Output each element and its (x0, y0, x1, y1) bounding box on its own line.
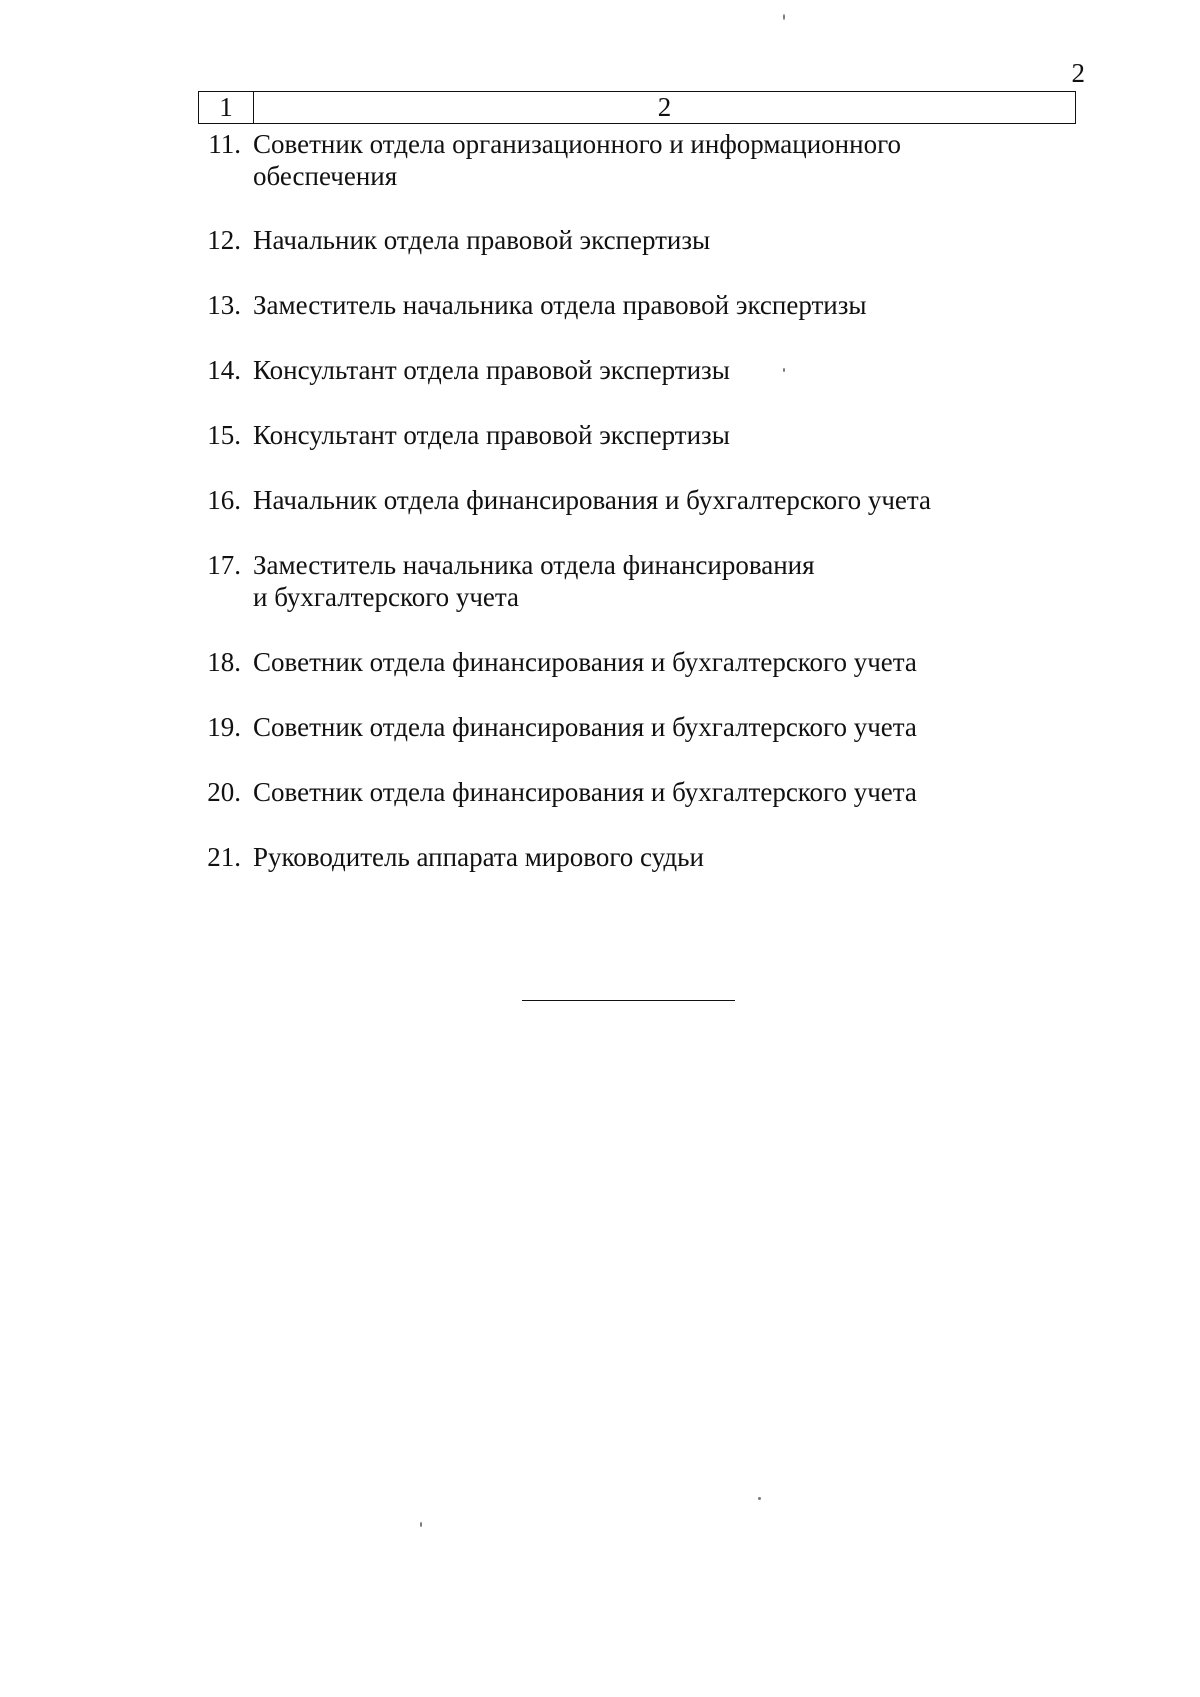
item-number: 16. (207, 485, 241, 515)
item-number: 14. (207, 355, 241, 385)
item-text: Консультант отдела правовой экспертизы (253, 355, 730, 385)
item-number: 17. (207, 550, 241, 580)
item-number: 20. (207, 777, 241, 807)
item-text: Руководитель аппарата мирового судьи (253, 842, 704, 872)
list-item (198, 354, 1098, 386)
list-item (198, 419, 1098, 451)
item-text: Начальник отдела финансирования и бухгалтерского учета (253, 485, 931, 515)
item-number: 11. (208, 129, 241, 159)
item-number: 12. (207, 225, 241, 255)
list-item (198, 289, 1098, 321)
scan-speck (758, 1497, 761, 1500)
list-item (198, 841, 1098, 873)
list-item (198, 224, 1098, 256)
item-text: Заместитель начальника отдела финансирования и бухгалтерского учета (253, 550, 815, 612)
page-number: 2 (1071, 58, 1085, 88)
list-item (198, 128, 1098, 192)
item-number: 18. (207, 647, 241, 677)
item-number: 15. (207, 420, 241, 450)
item-number: 21. (207, 842, 241, 872)
list-item (198, 711, 1098, 743)
item-number: 19. (207, 712, 241, 742)
item-number: 13. (207, 290, 241, 320)
item-text: Советник отдела финансирования и бухгалтерского учета (253, 647, 917, 677)
list-item (198, 776, 1098, 808)
list-item (198, 484, 1098, 516)
scan-speck (783, 368, 785, 372)
item-text: Советник отдела организационного и информационного обеспечения (253, 129, 901, 191)
column-header-1: 1 (199, 92, 254, 123)
column-header-2: 2 (657, 92, 672, 122)
column-header-table (198, 91, 1076, 124)
scan-speck (420, 1522, 422, 1527)
list-item (198, 646, 1098, 678)
item-text: Советник отдела финансирования и бухгалтерского учета (253, 777, 917, 807)
scan-speck (783, 14, 785, 20)
item-text: Консультант отдела правовой экспертизы (253, 420, 730, 450)
item-text: Начальник отдела правовой экспертизы (253, 225, 711, 255)
list-item (198, 549, 1098, 613)
item-text: Заместитель начальника отдела правовой экспертизы (253, 290, 867, 320)
item-text: Советник отдела финансирования и бухгалтерского учета (253, 712, 917, 742)
end-divider-line (522, 1000, 735, 1001)
